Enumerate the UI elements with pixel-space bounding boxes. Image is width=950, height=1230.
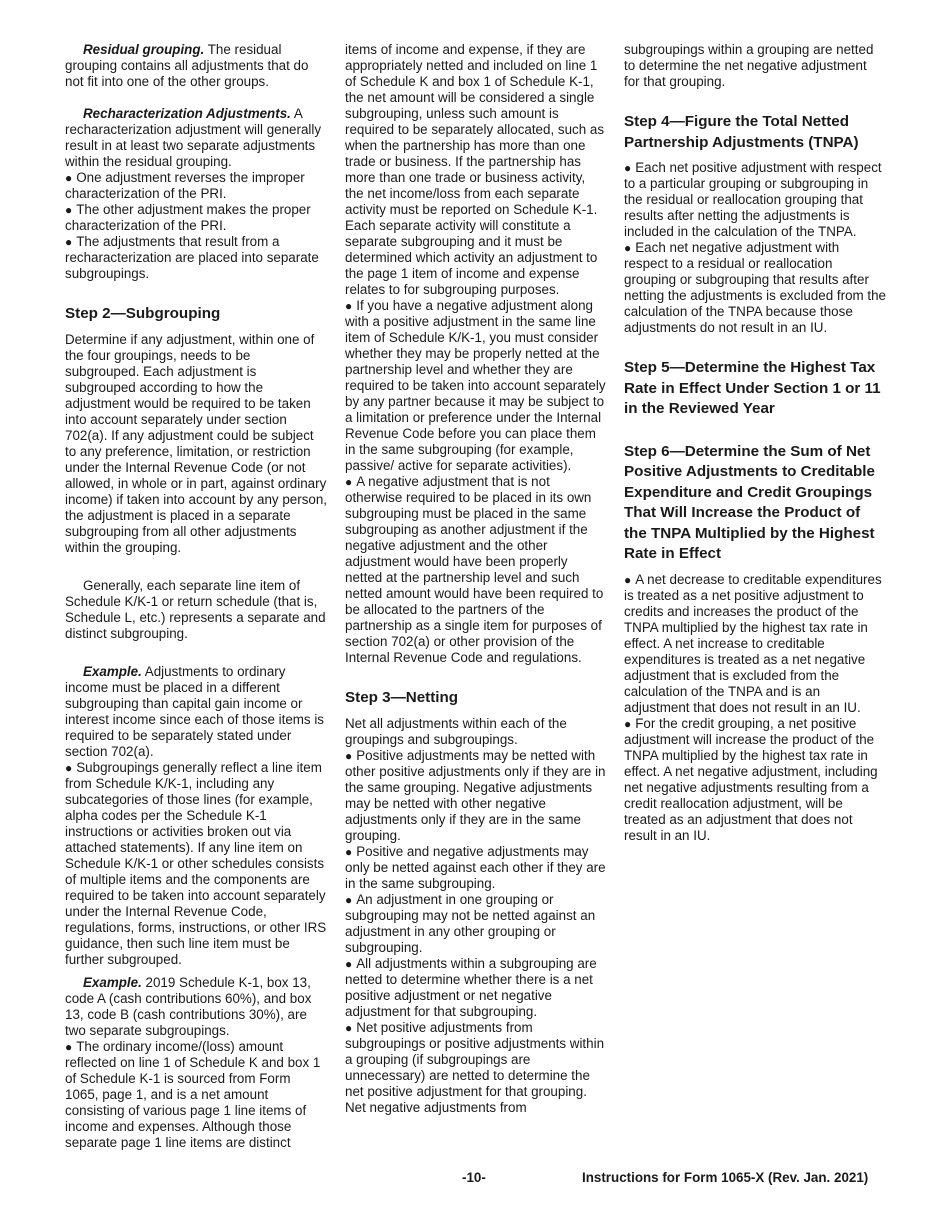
bullet-icon: ● [624, 161, 632, 175]
step2-paragraph-2: Generally, each separate line item of Schedule K/K-1 or return schedule (that is, Schedule L, etc.) represents a separate and distinct subgrouping. [65, 577, 326, 641]
step2-heading: Step 2—Subgrouping [65, 305, 221, 322]
example-1-runin: Example. [83, 663, 142, 679]
bullet-icon: ● [345, 1020, 353, 1035]
bullet-icon: ● [65, 203, 73, 217]
step6-heading: Step 6—Determine the Sum of Net Positive Adjustments to Creditable Expenditure and Credit Groupings That Will Increase the Product of the TNPA Multiplied by the Highest Rate in Effect [624, 442, 875, 562]
bullet-item: ● For the credit grouping, a net positive adjustment will increase the product of the TNPA multiplied by the highest tax rate in effect. A net negative adjustment, including net negative adjustments resulting from a credit reallocation adjustment, will be treated as an adjustment that does not result in an IU. [624, 715, 878, 843]
step4-heading: Step 4—Figure the Total Netted Partnership Adjustments (TNPA) [624, 113, 859, 151]
bullet-icon: ● [345, 892, 353, 907]
step2-paragraph: Determine if any adjustment, within one of the four groupings, needs to be subgrouped. Each adjustment is subgrouped according to how the adjustment would be required to be taken into account separately under section 702(a). If any adjustment could be subject to any preference, limitation, or restriction under the Internal Revenue Code (or not allowed, in whole or in part, against ordinary income) if taken into account by any person, the adjustment is placed in a separate subgrouping from all other adjustments within the grouping. [65, 331, 328, 555]
bullet-icon: ● [345, 844, 353, 859]
bullet-item: ● Net positive adjustments from subgroupings or positive adjustments within a grouping (if subgroupings are unnecessary) are netted to determine the net positive adjustment for that grouping. Net negative adjustments from [345, 1019, 605, 1115]
bullet-item: ● Subgroupings generally reflect a line item from Schedule K/K-1, including any subcategories of those lines (for example, alpha codes per the Schedule K-1 instructions or activities broken out via attached statements). If any line item on Schedule K/K-1 or other schedules consists of multiple items and the components are required to be taken into account separately under the Internal Revenue Code, regulations, forms, instructions, or other IRS guidance, then such line item must be further subgrouped. [65, 759, 327, 967]
example-1-para: Example. Adjustments to ordinary income must be placed in a different subgrouping than capital gain income or interest income since each of those items is required to be separately stated under section 702(a). [65, 663, 325, 759]
column-3 [624, 42, 886, 844]
step5-heading: Step 5—Determine the Highest Tax Rate in Effect Under Section 1 or 11 in the Reviewed Year [624, 359, 881, 417]
continued-paragraph: subgroupings within a grouping are netted to determine the net negative adjustment for that grouping. [624, 42, 874, 89]
bullet-icon: ● [345, 475, 353, 489]
step3-paragraph: Net all adjustments within each of the groupings and subgroupings. [345, 715, 567, 747]
bullet-item: ● Each net negative adjustment with respect to a residual or reallocation grouping or subgrouping that results after netting the adjustments is excluded from the calculation of the TNPA because those adjustments do not result in an IU. [624, 240, 887, 335]
bullet-item: ● An adjustment in one grouping or subgrouping may not be netted against an adjustment in any other grouping or subgrouping. [345, 891, 596, 955]
bullet-item: ● Positive adjustments may be netted with other positive adjustments only if they are in the same grouping. Negative adjustments may be netted with other negative adjustments only if they are in the same grouping. [345, 747, 606, 843]
bullet-icon: ● [65, 235, 73, 249]
example-2-runin: Example. [83, 974, 142, 990]
bullet-icon: ● [345, 299, 353, 313]
bullet-icon: ● [65, 171, 73, 185]
page-number: -10- [462, 1170, 486, 1185]
bullet-item: ● If you have a negative adjustment along with a positive adjustment in the same line item of Schedule K/K-1, you must consider whether they may be properly netted at the partnership level and whether they are required to be taken into account separately by any partner because it may be subject to a limitation or preference under the Internal Revenue Code before you can place them in the same subgrouping (for example, passive/ active for separate activities). [345, 298, 606, 473]
bullet-icon: ● [624, 241, 632, 255]
bullet-icon: ● [624, 716, 632, 731]
residual-grouping-para: Residual grouping. The residual grouping contains all adjustments that do not fit into one of the other groups. [65, 42, 309, 89]
bullet-item: ● The other adjustment makes the proper characterization of the PRI. [65, 202, 311, 233]
recharacterization-runin: Recharacterization Adjustments. [83, 106, 291, 121]
bullet-icon: ● [345, 748, 353, 763]
column-1 [65, 42, 327, 1151]
bullet-item: ● All adjustments within a subgrouping are netted to determine whether there is a net positive adjustment or net negative adjustment for that subgrouping. [345, 955, 597, 1019]
bullet-item: ● A net decrease to creditable expenditures is treated as a net positive adjustment to credits and increases the product of the TNPA multiplied by the highest tax rate in effect. A net increase to creditable expenditures is treated as a net negative adjustment that is excluded from the calculation of the TNPA and is an adjustment that does not result in an IU. [624, 571, 882, 715]
bullet-item: ● The ordinary income/(loss) amount reflected on line 1 of Schedule K and box 1 of Schedule K-1 is sourced from Form 1065, page 1, and is a net amount consisting of various page 1 line items of income and expenses. Although those separate page 1 line items are distinct [65, 1038, 321, 1150]
bullet-item: ● A negative adjustment that is not otherwise required to be placed in its own subgrouping must be placed in the same subgrouping as another adjustment if the negative adjustment and the other adjustment would have been properly netted at the partnership level and such netted amount would have been required to be allocated to the partners of the partnership as a single item for purposes of section 702(a) or other provision of the Internal Revenue Code and regulations. [345, 474, 604, 665]
bullet-item: ● The adjustments that result from a recharacterization are placed into separate subgroupings. [65, 234, 319, 281]
bullet-item: ● Each net positive adjustment with respect to a particular grouping or subgrouping in the residual or reallocation grouping that results after netting the adjustments is included in the calculation of the TNPA. [624, 160, 882, 239]
bullet-icon: ● [65, 1039, 73, 1054]
bullet-item: ● Positive and negative adjustments may only be netted against each other if they are in the same subgrouping. [345, 843, 606, 891]
residual-grouping-runin: Residual grouping. [83, 42, 205, 57]
step3-heading: Step 3—Netting [345, 689, 459, 706]
bullet-icon: ● [345, 956, 353, 971]
column-2 [345, 42, 607, 1116]
form-title-footer: Instructions for Form 1065-X (Rev. Jan. 2021) [582, 1170, 869, 1185]
bullet-icon: ● [624, 572, 632, 587]
bullet-item: ● One adjustment reverses the improper characterization of the PRI. [65, 170, 305, 201]
recharacterization-para: Recharacterization Adjustments. A recharacterization adjustment will generally result in at least two separate adjustments within the residual grouping. [65, 106, 322, 169]
example-2-para: Example. 2019 Schedule K-1, box 13, code A (cash contributions 60%), and box 13, code B (cash contributions 30%), are two separate subgroupings. [65, 974, 312, 1038]
continued-paragraph: items of income and expense, if they are appropriately netted and included on line 1 of Schedule K and box 1 of Schedule K-1, the net amount will be considered a single subgrouping, unless such amount is required to be separately allocated, such as when the partnership has more than one trade or business. If the partnership has more than one trade or business activity, the net income/loss from each separate activity must be reported on Schedule K-1. Each separate activity will constitute a separate subgrouping and it must be determined which activity an adjustment to the page 1 item of income and expense relates to for subgrouping purposes. [345, 42, 605, 297]
bullet-icon: ● [65, 760, 73, 775]
